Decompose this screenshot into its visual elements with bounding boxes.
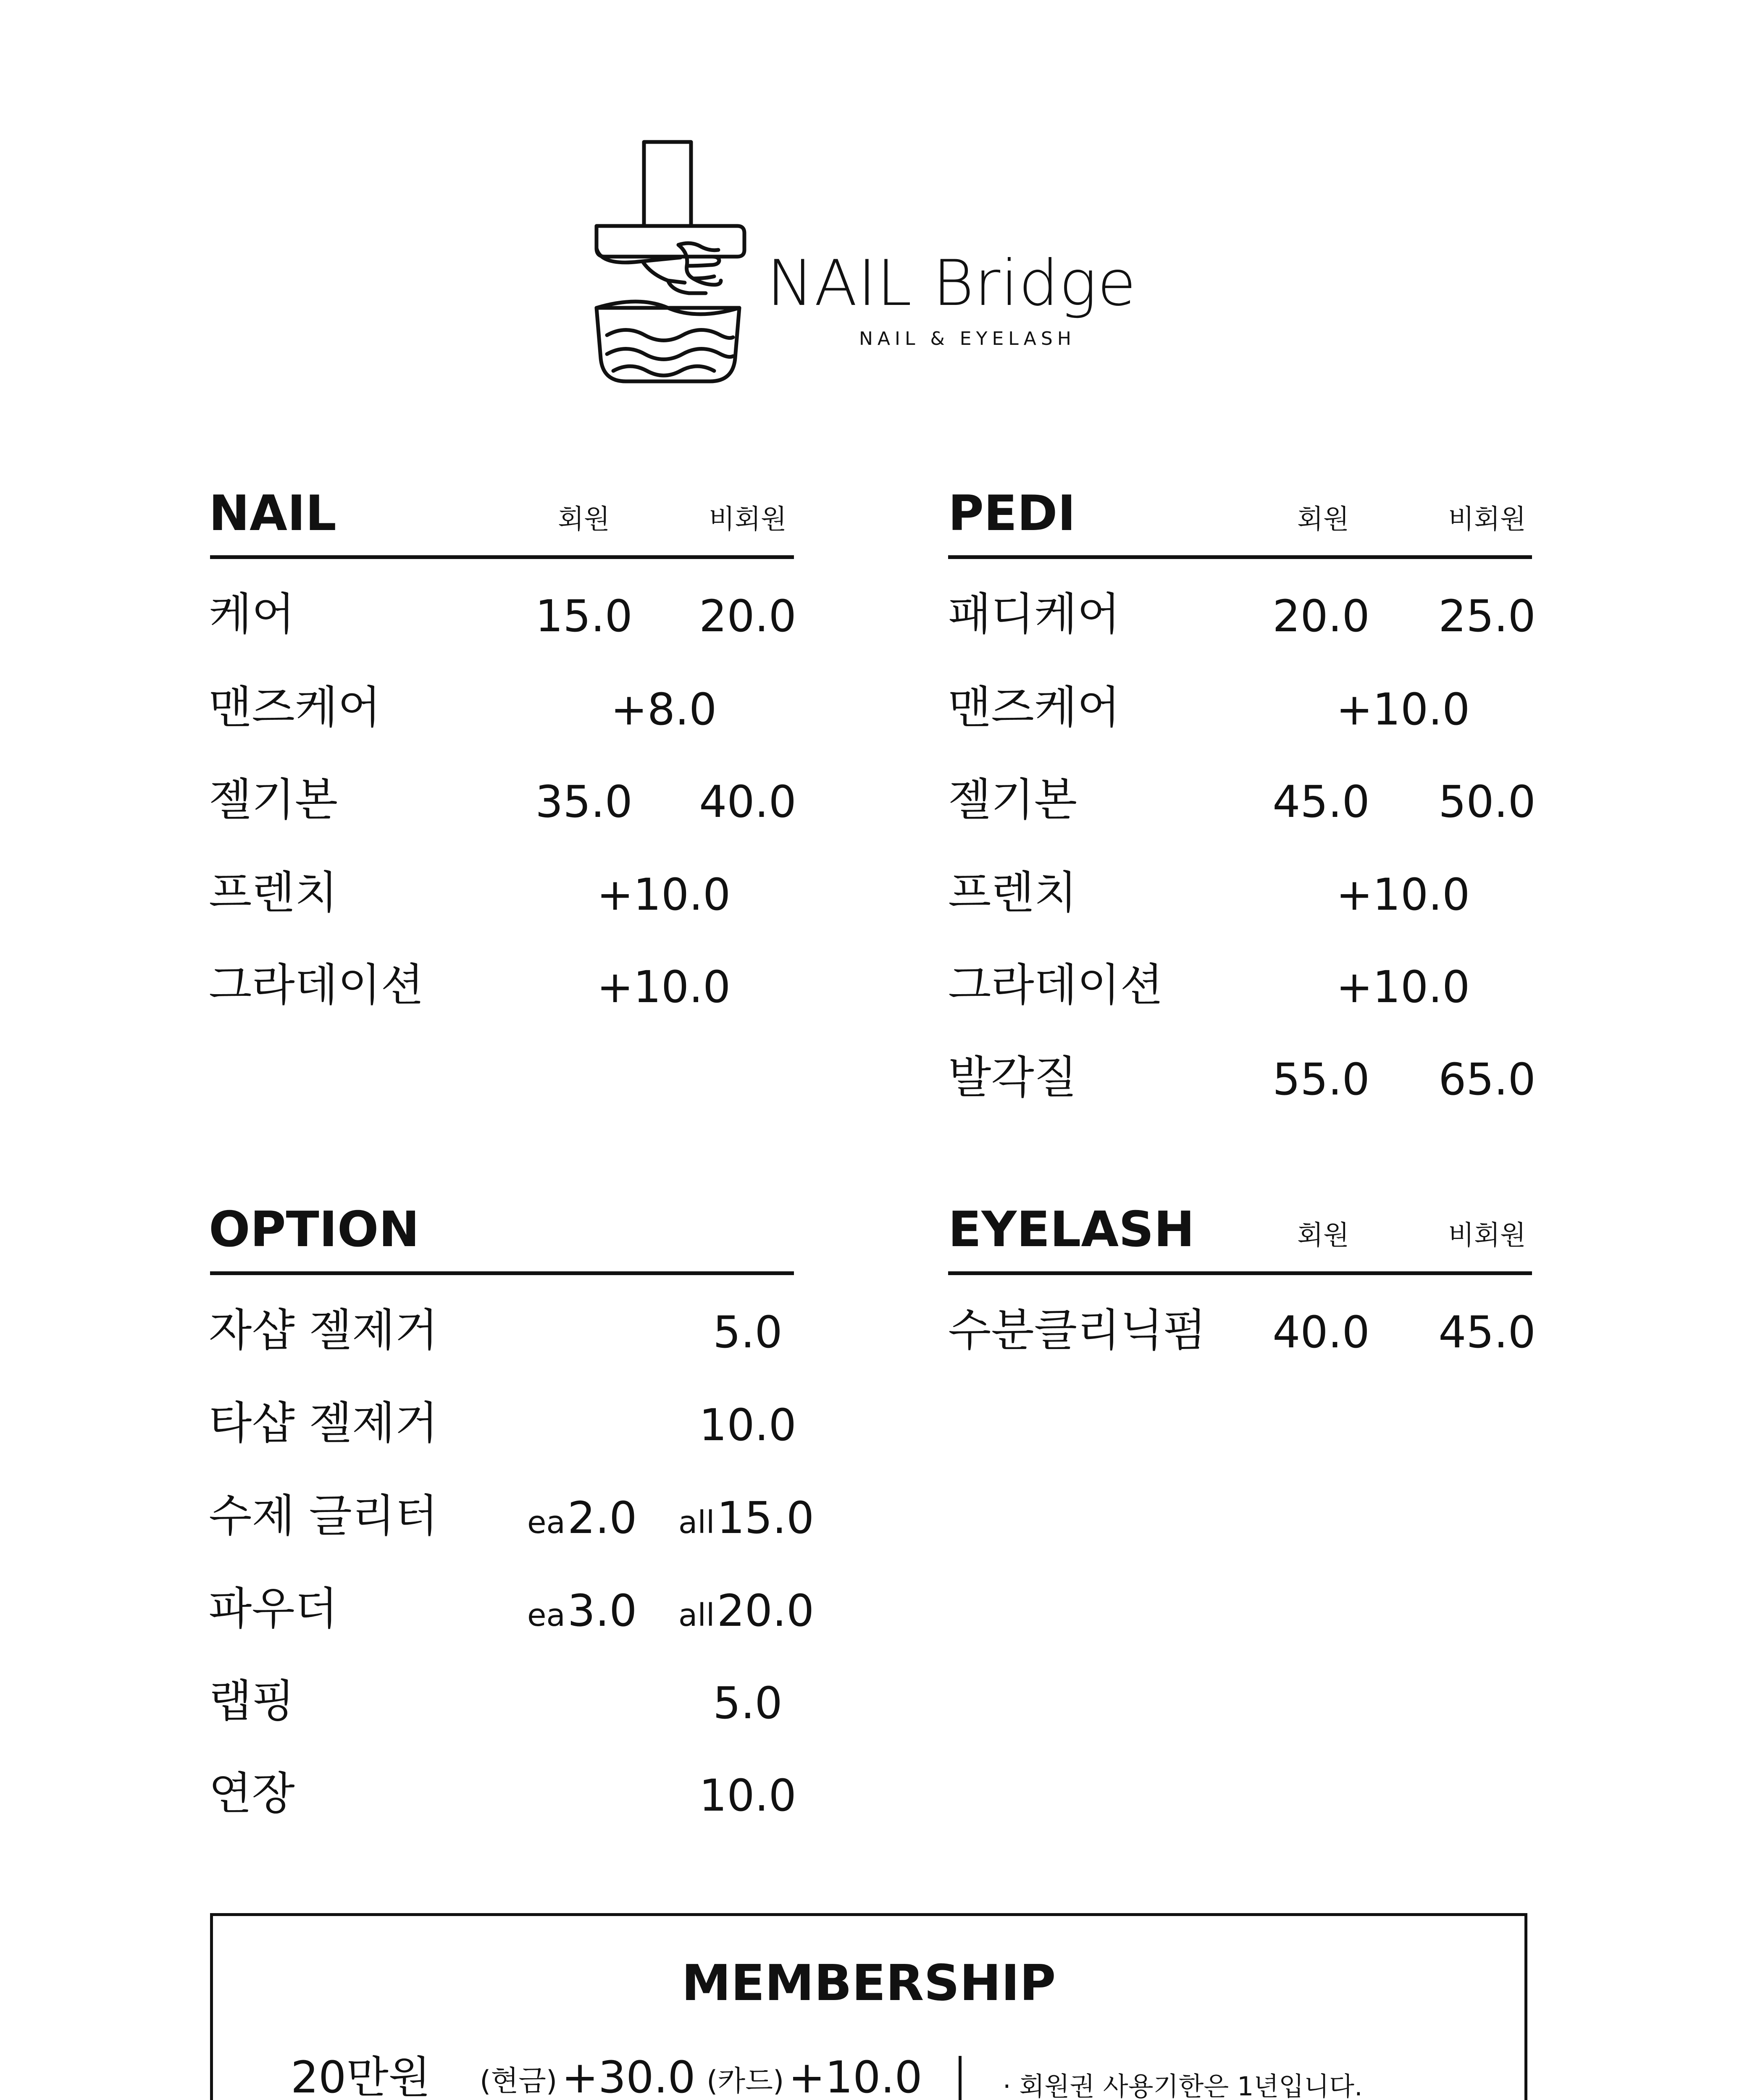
nail-header-rule <box>210 555 794 559</box>
pedi-item-name: 프렌치 <box>948 867 1077 919</box>
option-ea-label: ea <box>527 1504 565 1541</box>
nail-member-col-header: 회원 <box>558 504 610 535</box>
pedi-section-title: PEDI <box>948 485 1076 542</box>
eyelash-nonmember-col-header: 비회원 <box>1448 1220 1526 1251</box>
eyelash-member-price: 40.0 <box>1272 1307 1370 1358</box>
nail-combined-price: +8.0 <box>610 684 717 735</box>
nail-member-price: 15.0 <box>535 591 633 642</box>
nail-item-name: 그라데이션 <box>209 959 424 1011</box>
membership-card-bonus: +10.0 <box>788 2052 922 2100</box>
pedi-member-price: 55.0 <box>1272 1054 1370 1105</box>
pedi-combined-price: +10.0 <box>1336 684 1470 735</box>
nail-item-name: 케어 <box>209 588 295 640</box>
membership-title: MEMBERSHIP <box>681 1954 1056 2012</box>
pedi-combined-price: +10.0 <box>1336 869 1470 920</box>
pedi-nonmember-price: 25.0 <box>1438 591 1536 642</box>
membership-cash-bonus: +30.0 <box>562 2052 696 2100</box>
option-ea-price: 2.0 <box>567 1492 637 1544</box>
nail-member-price: 35.0 <box>535 776 633 827</box>
pedi-item-name: 패디케어 <box>948 588 1120 640</box>
membership-card-label: (카드) <box>707 2065 784 2098</box>
option-all-price-group <box>678 1492 815 1544</box>
nail-item-name: 맨즈케어 <box>209 682 381 733</box>
brand-subtitle: NAIL & EYELASH <box>859 328 1076 349</box>
option-header-rule <box>210 1271 794 1275</box>
pedi-combined-price: +10.0 <box>1336 961 1470 1013</box>
option-all-label: all <box>678 1504 715 1541</box>
option-item-name: 자샵 젤제거 <box>209 1305 438 1356</box>
option-item-name: 연장 <box>209 1768 295 1819</box>
pedi-item-name: 그라데이션 <box>948 959 1163 1011</box>
membership-amount: 20만원 <box>291 2052 431 2100</box>
option-price: 5.0 <box>713 1677 783 1729</box>
nail-combined-price: +10.0 <box>597 869 731 920</box>
nail-nonmember-col-header: 비회원 <box>709 504 787 535</box>
option-ea-price-group <box>527 1585 637 1636</box>
nail-nonmember-price: 40.0 <box>699 776 796 827</box>
membership-cash-label: (현금) <box>480 2065 557 2098</box>
nail-item-name: 젤기본 <box>209 774 338 826</box>
option-price: 10.0 <box>699 1399 796 1451</box>
pedi-nonmember-col-header: 비회원 <box>1448 504 1526 535</box>
membership-box <box>210 1913 1527 2100</box>
eyelash-section-title: EYELASH <box>948 1201 1195 1258</box>
option-ea-price-group <box>527 1492 637 1544</box>
pedi-member-price: 20.0 <box>1272 591 1370 642</box>
pedi-member-price: 45.0 <box>1272 776 1370 827</box>
pedi-item-name: 발각질 <box>948 1052 1077 1103</box>
nail-nonmember-price: 20.0 <box>699 591 796 642</box>
option-item-name: 수제 글리터 <box>209 1490 438 1542</box>
option-all-label: all <box>678 1597 715 1633</box>
pedi-item-name: 맨즈케어 <box>948 682 1120 733</box>
option-item-name: 랩핑 <box>209 1675 295 1727</box>
brand-name: NAIL Bridge <box>767 247 1137 320</box>
pedi-header-rule <box>948 555 1532 559</box>
option-item-name: 파우더 <box>209 1583 338 1635</box>
membership-note: · 회원권 사용기한은 1년입니다. <box>1003 2071 1363 2100</box>
pedi-nonmember-price: 50.0 <box>1438 776 1536 827</box>
eyelash-header-rule <box>948 1271 1532 1275</box>
option-price: 10.0 <box>699 1770 796 1821</box>
option-ea-label: ea <box>527 1597 565 1633</box>
membership-divider <box>959 2056 962 2100</box>
option-all-price: 20.0 <box>717 1585 815 1636</box>
nail-polish-hand-icon <box>588 140 748 388</box>
pedi-item-name: 젤기본 <box>948 774 1077 826</box>
option-item-name: 타샵 젤제거 <box>209 1397 438 1449</box>
eyelash-item-name: 수분클리닉펌 <box>948 1305 1206 1356</box>
option-section-title: OPTION <box>209 1201 420 1258</box>
option-ea-price: 3.0 <box>567 1585 637 1636</box>
nail-section-title: NAIL <box>209 485 336 542</box>
nail-combined-price: +10.0 <box>597 961 731 1013</box>
nail-item-name: 프렌치 <box>209 867 338 919</box>
eyelash-member-col-header: 회원 <box>1297 1220 1349 1251</box>
option-all-price: 15.0 <box>717 1492 815 1544</box>
pedi-nonmember-price: 65.0 <box>1438 1054 1536 1105</box>
eyelash-nonmember-price: 45.0 <box>1438 1307 1536 1358</box>
pedi-member-col-header: 회원 <box>1297 504 1349 535</box>
option-all-price-group <box>678 1585 815 1636</box>
option-price: 5.0 <box>713 1307 783 1358</box>
